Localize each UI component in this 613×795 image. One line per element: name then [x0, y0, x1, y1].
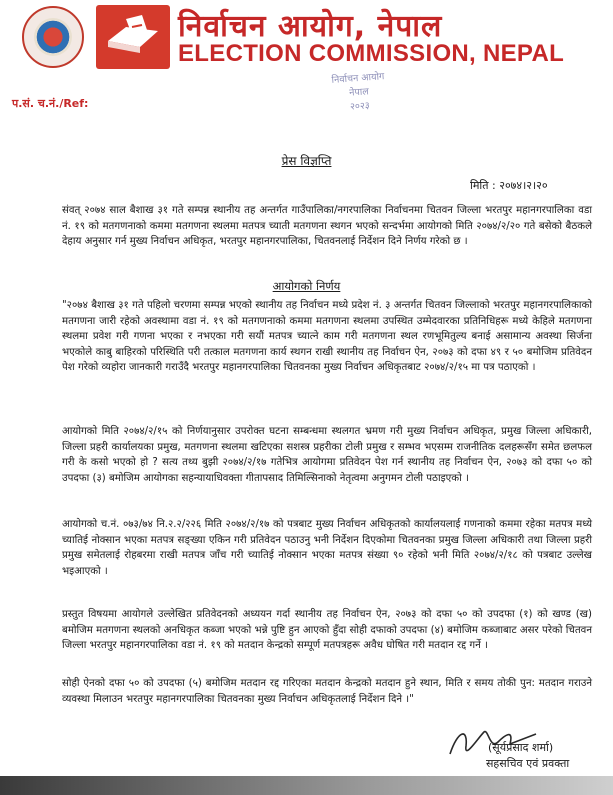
commission-title-english: ELECTION COMMISSION, NEPAL — [178, 40, 565, 67]
ballot-box-logo-icon — [96, 5, 170, 69]
letterhead — [0, 0, 613, 92]
stamp-line: नेपाल — [348, 86, 370, 99]
signatory-name: (सूर्यप्रसाद शर्मा) — [488, 741, 554, 754]
decision-paragraph-1: "२०७४ बैशाख ३१ गते पहिलो चरणमा सम्पन्न भएको स्थानीय तह निर्वाचन मध्ये प्रदेश नं. ३ अन्तर्गत चितवन जिल्लाको भरतपुर महानगरपालिकाको मतगणना जारी रहेको अवस्थामा वडा नं. १९ को मतगणनाको कममा मतगणना स्थलमा उपस्थित उम्मेदवारका प्रतिनिधिहरू मध्ये केहिले मतगणना स्थलमा प्रवेश गरी गणना भएका र नभएका गरी सयौं मतपत्र च्यात्ने काम गरी मतगणना स्थल रणभूमितुल्य बनाई असामान्य अवस्था सिर्जना भएकोले काबु बाहिरको परिस्थिति परी तत्काल मतगणना कार्य स्थगन राखी स्थानीय तह निर्वाचन ऐन, २०७३ को दफा ४९ र ५० बमोजिम प्रतिवेदन पेश गरेको व्यहोरा जानकारी गराउँदै भरतपुर महानगरपालिका चितवनका मुख्य निर्वाचन अधिकृतबाट २०७४/२/१५ मा पत्र पठाएको । — [62, 300, 592, 373]
signatory-title: सहसचिव एवं प्रवक्ता — [486, 757, 570, 770]
intro-paragraph: संवत् २०७४ साल बैशाख ३१ गते सम्पन्न स्थानीय तह अन्तर्गत गाउँपालिका/नगरपालिका निर्वाचनमा चितवन जिल्ला भरतपुर महानगरपालिका वडा नं. १९ को मतगणनाको कममा मतगणना स्थलमा मतपत्र च्याती मतगणना स्थगन भएको सन्दर्भमा आयोगको मिति २०७४/२/२० गते बसेको बैठकले देहाय अनुसार गर्न मुख्य निर्वाचन अधिकृत, भरतपुर महानगरपालिका, चितवनलाई निर्देशन दिने निर्णय गरेको छ । — [62, 205, 592, 247]
decision-paragraph-4: प्रस्तुत विषयमा आयोगले उल्लेखित प्रतिवेदनको अध्ययन गर्दा स्थानीय तह निर्वाचन ऐन, २०७३ को दफा ५० को उपदफा (१) को खण्ड (ख) बमोजिम मतगणना स्थलको अनधिकृत कब्जा भएको भन्ने पुष्टि हुन आएको हुँदा सोही दफाको उपदफा (४) बमोजिम कब्जाबाट असर परेको चितवन जिल्ला भरतपुर महानगरपालिका वडा नं. १९ को मतदान केन्द्रको सम्पूर्ण मतपत्रहरू अवैध घोषित गरी मतदान रद्द गर्ने । — [62, 609, 592, 651]
decision-paragraph-3: आयोगको च.नं. ०७३/७४ नि.२.२/२२६ मिति २०७४/२/१७ को पत्रबाट मुख्य निर्वाचन अधिकृतको कार्यालयलाई गणनाको कममा रहेका मतपत्र मध्ये च्यातिई नोक्सान भएका मतपत्र सङ्ख्या एकिन गरी प्रतिवेदन पठाउनु भनी निर्देशन दिएकोमा चितवनका प्रमुख जिल्ला अधिकारी तथा जिल्ला प्रहरी प्रमुख समेतलाई रोहबरमा राखी मतपत्र जाँच गरी च्यातिई नोक्सान भएका मतपत्र संख्या ९० रहेको भनी मिति २०७४/२/१८ को पत्रबाट उल्लेख भइआएको । — [62, 519, 592, 577]
decision-paragraph-5: सोही ऐनको दफा ५० को उपदफा (५) बमोजिम मतदान रद्द गरिएका मतदान केन्द्रको मतदान हुने स्थान, मिति र समय तोकी पुन: मतदान गराउने व्यवस्था मिलाउन भरतपुर महानगरपालिका चितवनका मुख्य निर्वाचन अधिकृतलाई निर्देशन दिने ।" — [62, 678, 592, 705]
section-title: आयोगको निर्णय — [272, 279, 341, 293]
document-title: प्रेस विज्ञप्ति — [281, 154, 332, 168]
stamp-line: २०२३ — [349, 100, 371, 113]
commission-title-nepali: निर्वाचन आयोग, नेपाल — [178, 9, 443, 44]
nepal-emblem-icon — [22, 6, 84, 68]
stamp-line: निर्वाचन आयोग — [331, 71, 385, 86]
decision-paragraph-2: आयोगको मिति २०७४/२/१५ को निर्णयानुसार उपरोक्त घटना सम्बन्धमा स्थलगत भ्रमण गरी मुख्य निर्वाचन अधिकृत, प्रमुख जिल्ला अधिकारी, जिल्ला प्रहरी कार्यालयका प्रमुख, मतगणना स्थलमा खटिएका सशस्त्र प्रहरीका टोली प्रमुख र सम्भव भएसम्म राजनीतिक दलहरूसँग समेत छलफल गरी के कसो भएको हो ? सत्य तथ्य बुझी २०७४/२/१७ गतेभित्र आयोगमा प्रतिवेदन पेश गर्न स्थानीय तह निर्वाचन ऐन, २०७३ को दफा ५० को उपदफा (३) बमोजिम आयोगका सहन्यायाधिवक्ता गीतापसाद तिमिल्सिनाको नेतृत्वमा अनुगमन टोली पठाइएको । — [62, 426, 592, 484]
document-date: मिति : २०७४।२।२० — [470, 179, 548, 192]
footer-bar — [0, 776, 613, 795]
office-stamp — [317, 69, 402, 117]
reference-label: प.सं. च.नं./Ref: — [12, 97, 89, 110]
